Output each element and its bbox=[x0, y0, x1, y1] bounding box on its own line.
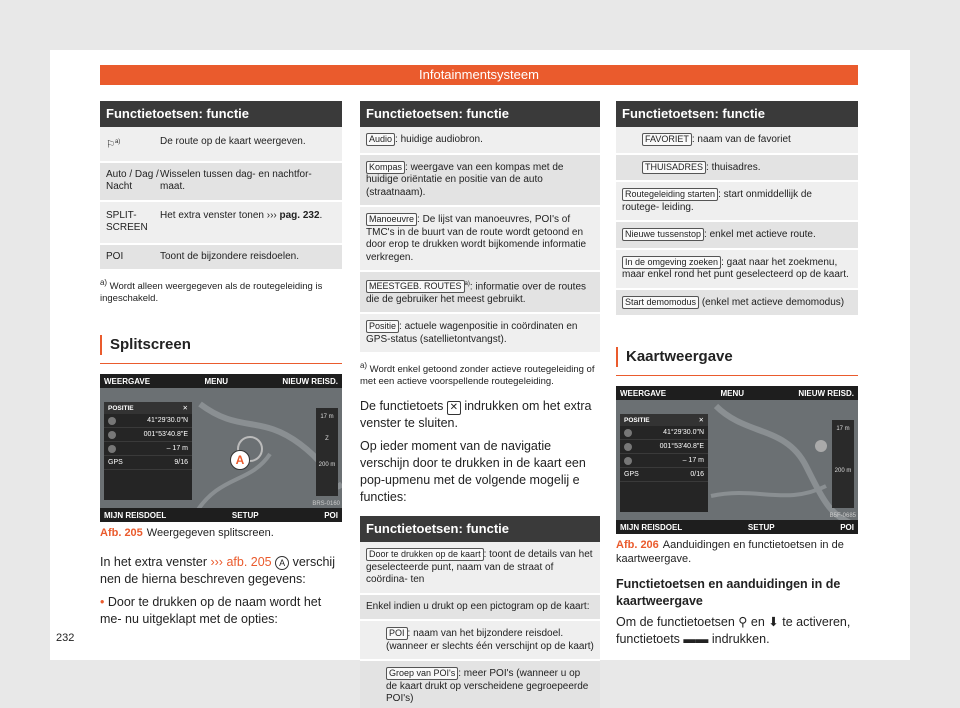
distance-label: 17 m bbox=[836, 426, 850, 432]
key-positie: Positie bbox=[366, 320, 399, 333]
table-row: MEESTGEB. ROUTES $^{a)}$: informatie over de routes die de gebruiker het meest gebruikt. bbox=[360, 272, 600, 314]
bullet-item: • Door te drukken op de naam wordt het me- nu uitgeklapt met de opties: bbox=[100, 595, 322, 627]
figure-code: B5F-0685 bbox=[829, 513, 856, 519]
marker-a: A bbox=[275, 556, 289, 570]
column-1 bbox=[100, 101, 342, 628]
bullet-icon: • bbox=[100, 595, 105, 610]
paragraph: Om de functietoetsen ⚲ en ⬇ te activeren, functietoets ▬▬ indrukken. bbox=[616, 615, 851, 646]
screen-bottom-bar bbox=[100, 508, 342, 522]
latitude-value: 41°29'30.0"N bbox=[147, 417, 188, 425]
table-row: Groep van POI's : meer POI's (wanneer u op de kaart drukt op verscheidene gegroepeerde POI's) bbox=[360, 661, 600, 708]
table-row: Kompas : weergave van een kompas met de huidige oriëntatie en positie van de auto (straatnaam). bbox=[360, 155, 600, 208]
longitude-value: 001°53'40.8"E bbox=[659, 443, 704, 450]
screen-top-bar bbox=[616, 386, 858, 400]
satellite-icon: ⚲ bbox=[738, 615, 748, 629]
map-side-panel bbox=[316, 408, 338, 496]
route-icon: ⚐ bbox=[106, 139, 115, 151]
table-row bbox=[100, 245, 342, 272]
poi-button[interactable]: POI bbox=[324, 510, 338, 520]
table-row: Audio : huidige audiobron. bbox=[360, 127, 600, 155]
screen-bottom-bar bbox=[616, 520, 858, 534]
key-druk-kaart: Door te drukken op de kaart bbox=[366, 548, 484, 561]
footnote: $^{a)}$ Wordt enkel getoond zonder actieve routegeleiding of met een actieve voorspellende routegeleiding. bbox=[360, 361, 595, 388]
weergave-button[interactable]: WEERGAVE bbox=[620, 388, 667, 398]
key-groep-pois: Groep van POI's bbox=[386, 667, 458, 680]
key-poi: POI bbox=[386, 627, 408, 640]
latitude-icon bbox=[108, 417, 116, 425]
menu-button[interactable]: MENU bbox=[204, 376, 229, 386]
table-value: Toont de bijzondere reisdoelen. bbox=[160, 250, 299, 262]
table-row: Manoeuvre : De lijst van manoeuvres, POI's of TMC's in de buurt van de route wordt getoond en door erop te drukken wordt bijkomende informatie verkregen. bbox=[360, 207, 600, 272]
setup-button[interactable]: SETUP bbox=[231, 510, 259, 520]
longitude-icon bbox=[624, 443, 632, 451]
table-title: Functietoetsen: functie bbox=[100, 101, 342, 127]
latitude-value: 41°29'30.0"N bbox=[663, 429, 704, 436]
poi-button[interactable]: POI bbox=[840, 522, 854, 532]
paragraph: In het extra venster ››› afb. 205 A verschij nen de hierna beschreven gegevens: bbox=[100, 555, 335, 587]
table-value: Wisselen tussen dag- en nachtfor- maat. bbox=[160, 168, 312, 193]
header-bar bbox=[100, 65, 858, 85]
mijn-reisdoel-button[interactable]: MIJN REISDOEL bbox=[620, 522, 683, 532]
weergave-button[interactable]: WEERGAVE bbox=[104, 376, 151, 386]
table-row: POI : naam van het bijzondere reisdoel. (wanneer er slechts één verschijnt op de kaart) bbox=[360, 621, 600, 661]
close-key-icon: ✕ bbox=[447, 401, 461, 415]
section-divider bbox=[616, 375, 858, 376]
key-manoeuvre: Manoeuvre bbox=[366, 213, 417, 226]
altitude-icon bbox=[624, 457, 632, 465]
table-row: Positie : actuele wagenpositie in coördinaten en GPS-status (satellietontvangst). bbox=[360, 314, 600, 354]
close-icon[interactable]: ✕ bbox=[698, 417, 704, 424]
distance-label: 17 m bbox=[320, 414, 334, 421]
table-value: De route op de kaart weergeven. bbox=[160, 136, 306, 147]
key-nieuwe-tussenstop: Nieuwe tussenstop bbox=[622, 228, 704, 241]
table-title: Functietoetsen: functie bbox=[360, 101, 600, 127]
key-kompas: Kompas bbox=[366, 161, 405, 174]
table-title: Functietoetsen: functie bbox=[616, 101, 858, 127]
gps-label: GPS bbox=[108, 459, 123, 467]
figure-splitscreen bbox=[100, 374, 342, 522]
zoom-label: Z bbox=[325, 436, 329, 443]
scale-label: 200 m bbox=[318, 462, 336, 469]
key-meestgeb-routes: MEESTGEB. ROUTES bbox=[366, 280, 465, 293]
section-divider bbox=[100, 363, 342, 364]
paragraph: De functietoets ✕ indrukken om het extra venster te sluiten. bbox=[360, 399, 592, 431]
longitude-icon bbox=[108, 431, 116, 439]
table-row: Routegeleiding starten : start onmiddellijk de routege- leiding. bbox=[616, 182, 858, 222]
popup-title: POSITIE bbox=[624, 416, 650, 424]
key-audio: Audio bbox=[366, 133, 395, 146]
table-row bbox=[100, 127, 342, 163]
close-icon[interactable]: ✕ bbox=[182, 405, 188, 413]
table-row: Start demomodus (enkel met actieve demomodus) bbox=[616, 290, 858, 318]
key-omgeving-zoeken: In de omgeving zoeken bbox=[622, 256, 721, 269]
paragraph: Op ieder moment van de navigatie verschijn door te drukken in de kaart een pop-upmenu met de volgende mogelij e functies: bbox=[360, 439, 586, 505]
table-row: THUISADRES : thuisadres. bbox=[616, 155, 858, 183]
table-row: FAVORIET : naam van de favoriet bbox=[616, 127, 858, 155]
altitude-icon bbox=[108, 445, 116, 453]
mijn-reisdoel-button[interactable]: MIJN REISDOEL bbox=[104, 510, 167, 520]
page-ref[interactable]: pag. 232 bbox=[276, 209, 320, 221]
position-popup bbox=[620, 414, 708, 512]
table-key: Auto / Dag / Nacht bbox=[106, 168, 159, 193]
column-2 bbox=[360, 101, 600, 708]
popup-title: POSITIE bbox=[108, 404, 134, 412]
nieuw-reisdoel-button[interactable]: NIEUW REISD. bbox=[282, 376, 338, 386]
longitude-value: 001°53'40.8"E bbox=[143, 431, 188, 439]
table-row: Door te drukken op de kaart : toont de details van het geselecteerde punt, naam van de straat of coördina- ten bbox=[360, 542, 600, 595]
footnote: $^{a)}$ Wordt alleen weergegeven als de routegeleiding is ingeschakeld. bbox=[100, 278, 323, 305]
figure-caption: Afb. 205 Weergegeven splitscreen. bbox=[100, 527, 274, 540]
key-favoriet: FAVORIET bbox=[642, 133, 692, 146]
altitude-value: – 17 m bbox=[682, 457, 704, 464]
header-title: Infotainmentsysteem bbox=[419, 67, 539, 82]
section-title-kaartweergave: Kaartweergave bbox=[616, 347, 858, 367]
figure-kaartweergave bbox=[616, 386, 858, 534]
position-popup bbox=[104, 402, 192, 500]
callout-marker: A bbox=[230, 450, 250, 470]
screen-top-bar bbox=[100, 374, 342, 388]
setup-button[interactable]: SETUP bbox=[747, 522, 775, 532]
satellite-count: 9/16 bbox=[174, 459, 188, 467]
table-title: Functietoetsen: functie bbox=[360, 516, 600, 542]
table-row: Enkel indien u drukt op een pictogram op de kaart: bbox=[360, 595, 600, 622]
scale-label: 200 m bbox=[834, 468, 852, 474]
section-title-splitscreen: Splitscreen bbox=[100, 335, 342, 355]
menu-button[interactable]: MENU bbox=[720, 388, 745, 398]
figure-caption: Afb. 206 Aanduidingen en functietoetsen in de kaartweergave. bbox=[616, 539, 844, 565]
page-number: 232 bbox=[56, 632, 75, 644]
table-row: Nieuwe tussenstop : enkel met actieve route. bbox=[616, 222, 858, 250]
pin-icon: ⬇ bbox=[768, 615, 779, 629]
table-row bbox=[100, 163, 342, 202]
subsection-title: Functietoetsen en aanduidingen in de kaartweergave bbox=[616, 577, 841, 608]
table-key: ⚐$^{a)}$ bbox=[106, 139, 121, 151]
satellite-count: 0/16 bbox=[690, 471, 704, 478]
key-start-demomodus: Start demomodus bbox=[622, 296, 699, 309]
dash-key-icon: ▬▬ bbox=[683, 632, 709, 646]
figure-ref[interactable]: afb. 205 bbox=[222, 555, 272, 570]
column-3 bbox=[616, 101, 858, 648]
table-key: SPLIT- SCREEN bbox=[106, 209, 148, 234]
map-side-panel bbox=[832, 420, 854, 508]
table-row bbox=[100, 202, 342, 245]
key-thuisadres: THUISADRES bbox=[642, 161, 706, 174]
gps-label: GPS bbox=[624, 471, 639, 478]
latitude-icon bbox=[624, 429, 632, 437]
altitude-value: – 17 m bbox=[166, 445, 188, 453]
table-row: In de omgeving zoeken : gaat naar het zoekmenu, maar enkel rond het punt geselecteerd op de kaart. bbox=[616, 250, 858, 290]
table-value: Het extra venster tonen ››› pag. 232. bbox=[160, 209, 323, 221]
key-routegeleiding-starten: Routegeleiding starten bbox=[622, 188, 718, 201]
figure-code: BRS-0160 bbox=[312, 501, 340, 508]
ref-arrow: ››› bbox=[266, 209, 277, 221]
nieuw-reisdoel-button[interactable]: NIEUW REISD. bbox=[798, 388, 854, 398]
table-key: POI bbox=[106, 250, 124, 262]
